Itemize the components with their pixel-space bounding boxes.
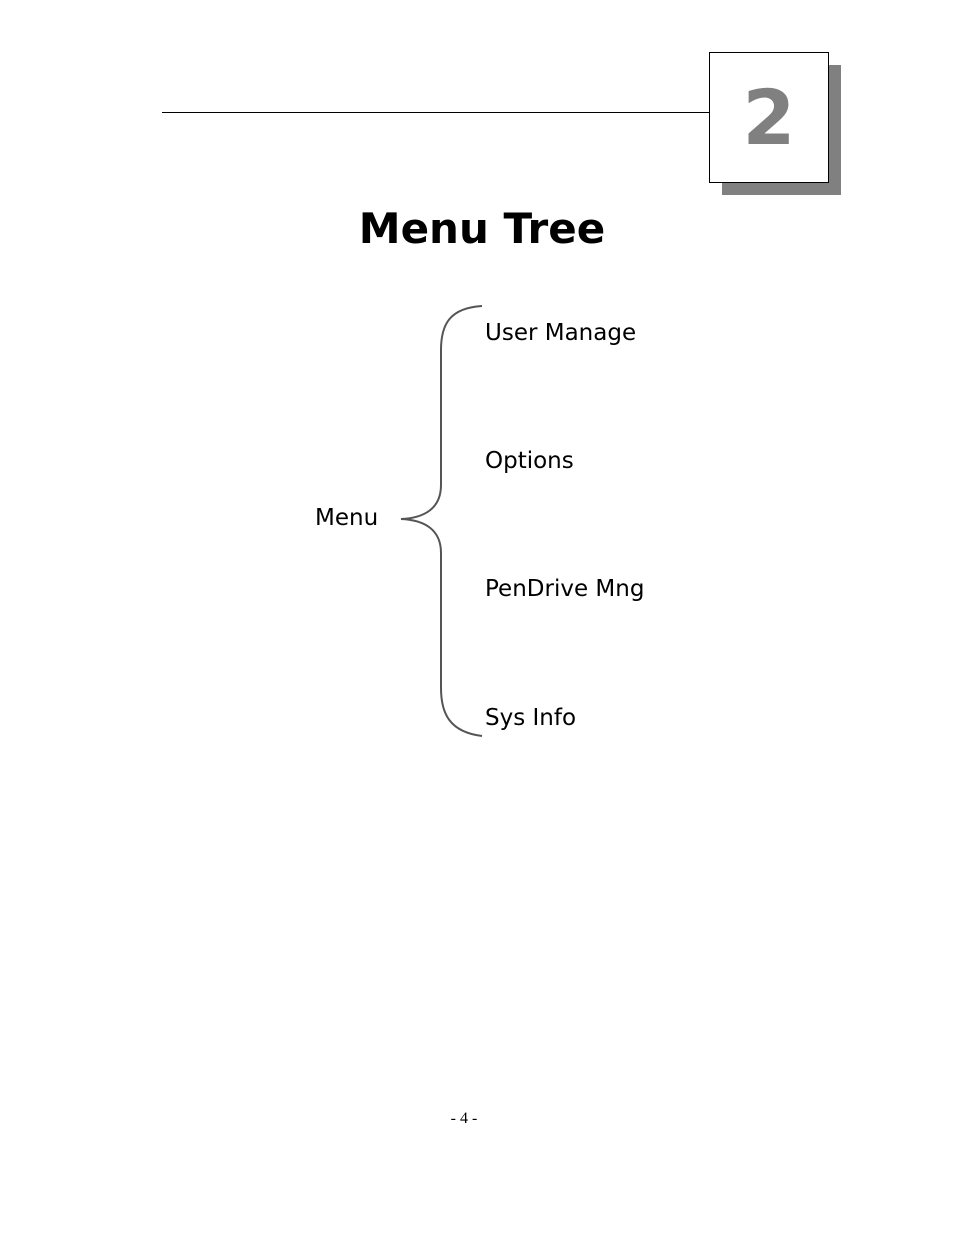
menu-item-sys-info: Sys Info [485, 705, 577, 731]
page-title: Menu Tree [358, 204, 606, 253]
page-number: - 4 - [450, 1110, 478, 1127]
curly-brace-icon [395, 300, 487, 740]
menu-item-options: Options [485, 448, 574, 474]
chapter-box [709, 52, 829, 183]
menu-tree-root: Menu [315, 505, 379, 531]
menu-item-user-manage: User Manage [485, 320, 637, 346]
chapter-number: 2 [742, 72, 796, 162]
header-rule [162, 112, 710, 113]
menu-item-pendrive-mng: PenDrive Mng [485, 576, 645, 602]
